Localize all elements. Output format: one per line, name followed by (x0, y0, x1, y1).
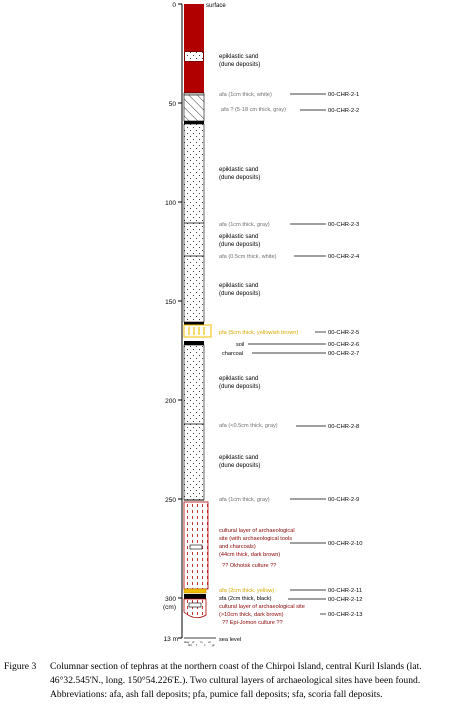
sand5-line1: epiklastic sand (219, 376, 259, 382)
sample-id: 00-CHR-2-3 (328, 222, 360, 228)
artifact-marker-2 (189, 603, 201, 607)
cultural1-line1: cultural layer of archaeological (219, 528, 295, 534)
charcoal-label: charcoal (222, 351, 244, 357)
sand2-line1: epiklastic sand (219, 167, 259, 173)
sand1-line1: epiklastic sand (219, 54, 259, 60)
sample-id: 00-CHR-2-9 (328, 497, 360, 503)
grain-label-m: m (200, 640, 203, 644)
sand4-line1: epiklastic sand (219, 283, 259, 289)
sample-id: 00-CHR-2-13 (328, 612, 363, 618)
depth-label-100: 100 (165, 200, 176, 207)
cultural2-line2: (>10cm thick, dark brown) (219, 612, 284, 618)
okhotsk-label: ?? Okhotsk culture ?? (222, 563, 277, 569)
sfa-black-layer (184, 594, 206, 599)
sample-id: 00-CHR-2-4 (328, 254, 360, 260)
epiklastic-sand-lower (184, 345, 204, 500)
sand-lens-pattern (185, 52, 203, 61)
caption-line-3: Abbreviations: afa, ash fall deposits; pfa, pumice fall deposits; sfa, scoria fall deposits. (50, 689, 383, 700)
depth-ticks (178, 4, 182, 638)
afa11-label: afa (2cm thick, yellow) (219, 588, 275, 594)
grain-label-clay: clay (184, 640, 190, 644)
cultural1-line3: and charcoals) (219, 544, 256, 550)
sand1-line2: (dune deposits) (219, 62, 261, 68)
sample-id: 00-CHR-2-7 (328, 351, 360, 357)
sample-id: 00-CHR-2-1 (328, 92, 360, 98)
cultural1-line2: site (with archaeological tools (219, 536, 293, 542)
sand3-line1: epiklastic sand (219, 234, 259, 240)
grain-label-silt: silt (188, 643, 192, 647)
artifact-marker-1 (190, 545, 202, 549)
sand3-line2: (dune deposits) (219, 242, 261, 248)
afa-white-layer (184, 93, 204, 95)
surface-label: surface (206, 3, 226, 9)
sea-level-label: sea level (219, 637, 242, 643)
afa3-label: afa (1cm thick, gray) (219, 222, 270, 228)
sfa12-label: sfa (2cm thick, black) (219, 596, 272, 602)
epijomon-label: ?? Epi-Jomon culture ?? (222, 620, 283, 626)
sample-id: 00-CHR-2-6 (328, 342, 360, 348)
figure-number: Figure 3 (4, 661, 37, 672)
caption-line-2: 46°32.545'N., long. 150°54.226'E.). Two cultural layers of archaeological sites have been found. (50, 675, 421, 686)
depth-label-250: 250 (165, 497, 176, 504)
sand4-line2: (dune deposits) (219, 291, 261, 297)
sample-id: 00-CHR-2-2 (328, 108, 360, 114)
depth-label-50: 50 (168, 101, 176, 108)
pfa-yellow-layer (184, 325, 211, 337)
afa1-label: afa (1cm thick, white) (219, 92, 272, 98)
afa9-label: afa (1cm thick, gray) (219, 497, 270, 503)
pfa5-label: pfa (5cm thick, yellowish brown) (219, 330, 299, 336)
depth-unit-label: (cm) (163, 604, 176, 611)
cultural2-line1: cultural layer of archaeological site (219, 604, 305, 610)
soil-label: soil (236, 342, 245, 348)
depth-label-300: 300 (165, 596, 176, 603)
grain-label-vf: vf (192, 640, 195, 644)
afa4-label: afa (0.5cm thick, white) (219, 254, 277, 260)
afa-yellow-layer (184, 589, 206, 593)
soil-layer (184, 341, 204, 345)
grain-label-vc: vc (208, 640, 211, 644)
afa-gray-hatched-layer (184, 95, 204, 121)
afa2-label: afa ? (5-18 cm thick, gray) (221, 107, 286, 113)
cultural1-line4: (44cm thick, dark brown) (219, 552, 281, 558)
sample-id: 00-CHR-2-11 (328, 588, 363, 594)
grain-label-c: c (204, 643, 206, 647)
depth-label-200: 200 (165, 398, 176, 405)
afa8-label: afa (<0.5cm thick, gray) (219, 423, 278, 429)
grain-scale-labels (184, 640, 215, 647)
sample-id: 00-CHR-2-10 (328, 541, 363, 547)
sand5-line2: (dune deposits) (219, 384, 261, 390)
cultural-layer-epijomon (184, 599, 206, 618)
figure-caption (4, 660, 466, 702)
sand6-line1: epiklastic sand (219, 455, 259, 461)
caption-line-1: Columnar section of tephras at the northern coast of the Chirpoi Island, central Kuril Islands (lat. (50, 661, 422, 672)
depth-bottom-label: 13 m (163, 636, 178, 643)
sample-id: 00-CHR-2-5 (328, 330, 360, 336)
depth-label-0: 0 (172, 2, 176, 9)
sample-id: 00-CHR-2-12 (328, 597, 363, 603)
black-band-1 (184, 121, 204, 124)
grain-label-f: f (196, 643, 197, 647)
sand6-line2: (dune deposits) (219, 463, 261, 469)
topsoil-layer (184, 4, 204, 93)
grain-label-gr: gr (212, 643, 215, 647)
sand2-line2: (dune deposits) (219, 175, 261, 181)
sample-id: 00-CHR-2-8 (328, 424, 360, 430)
depth-label-150: 150 (165, 299, 176, 306)
